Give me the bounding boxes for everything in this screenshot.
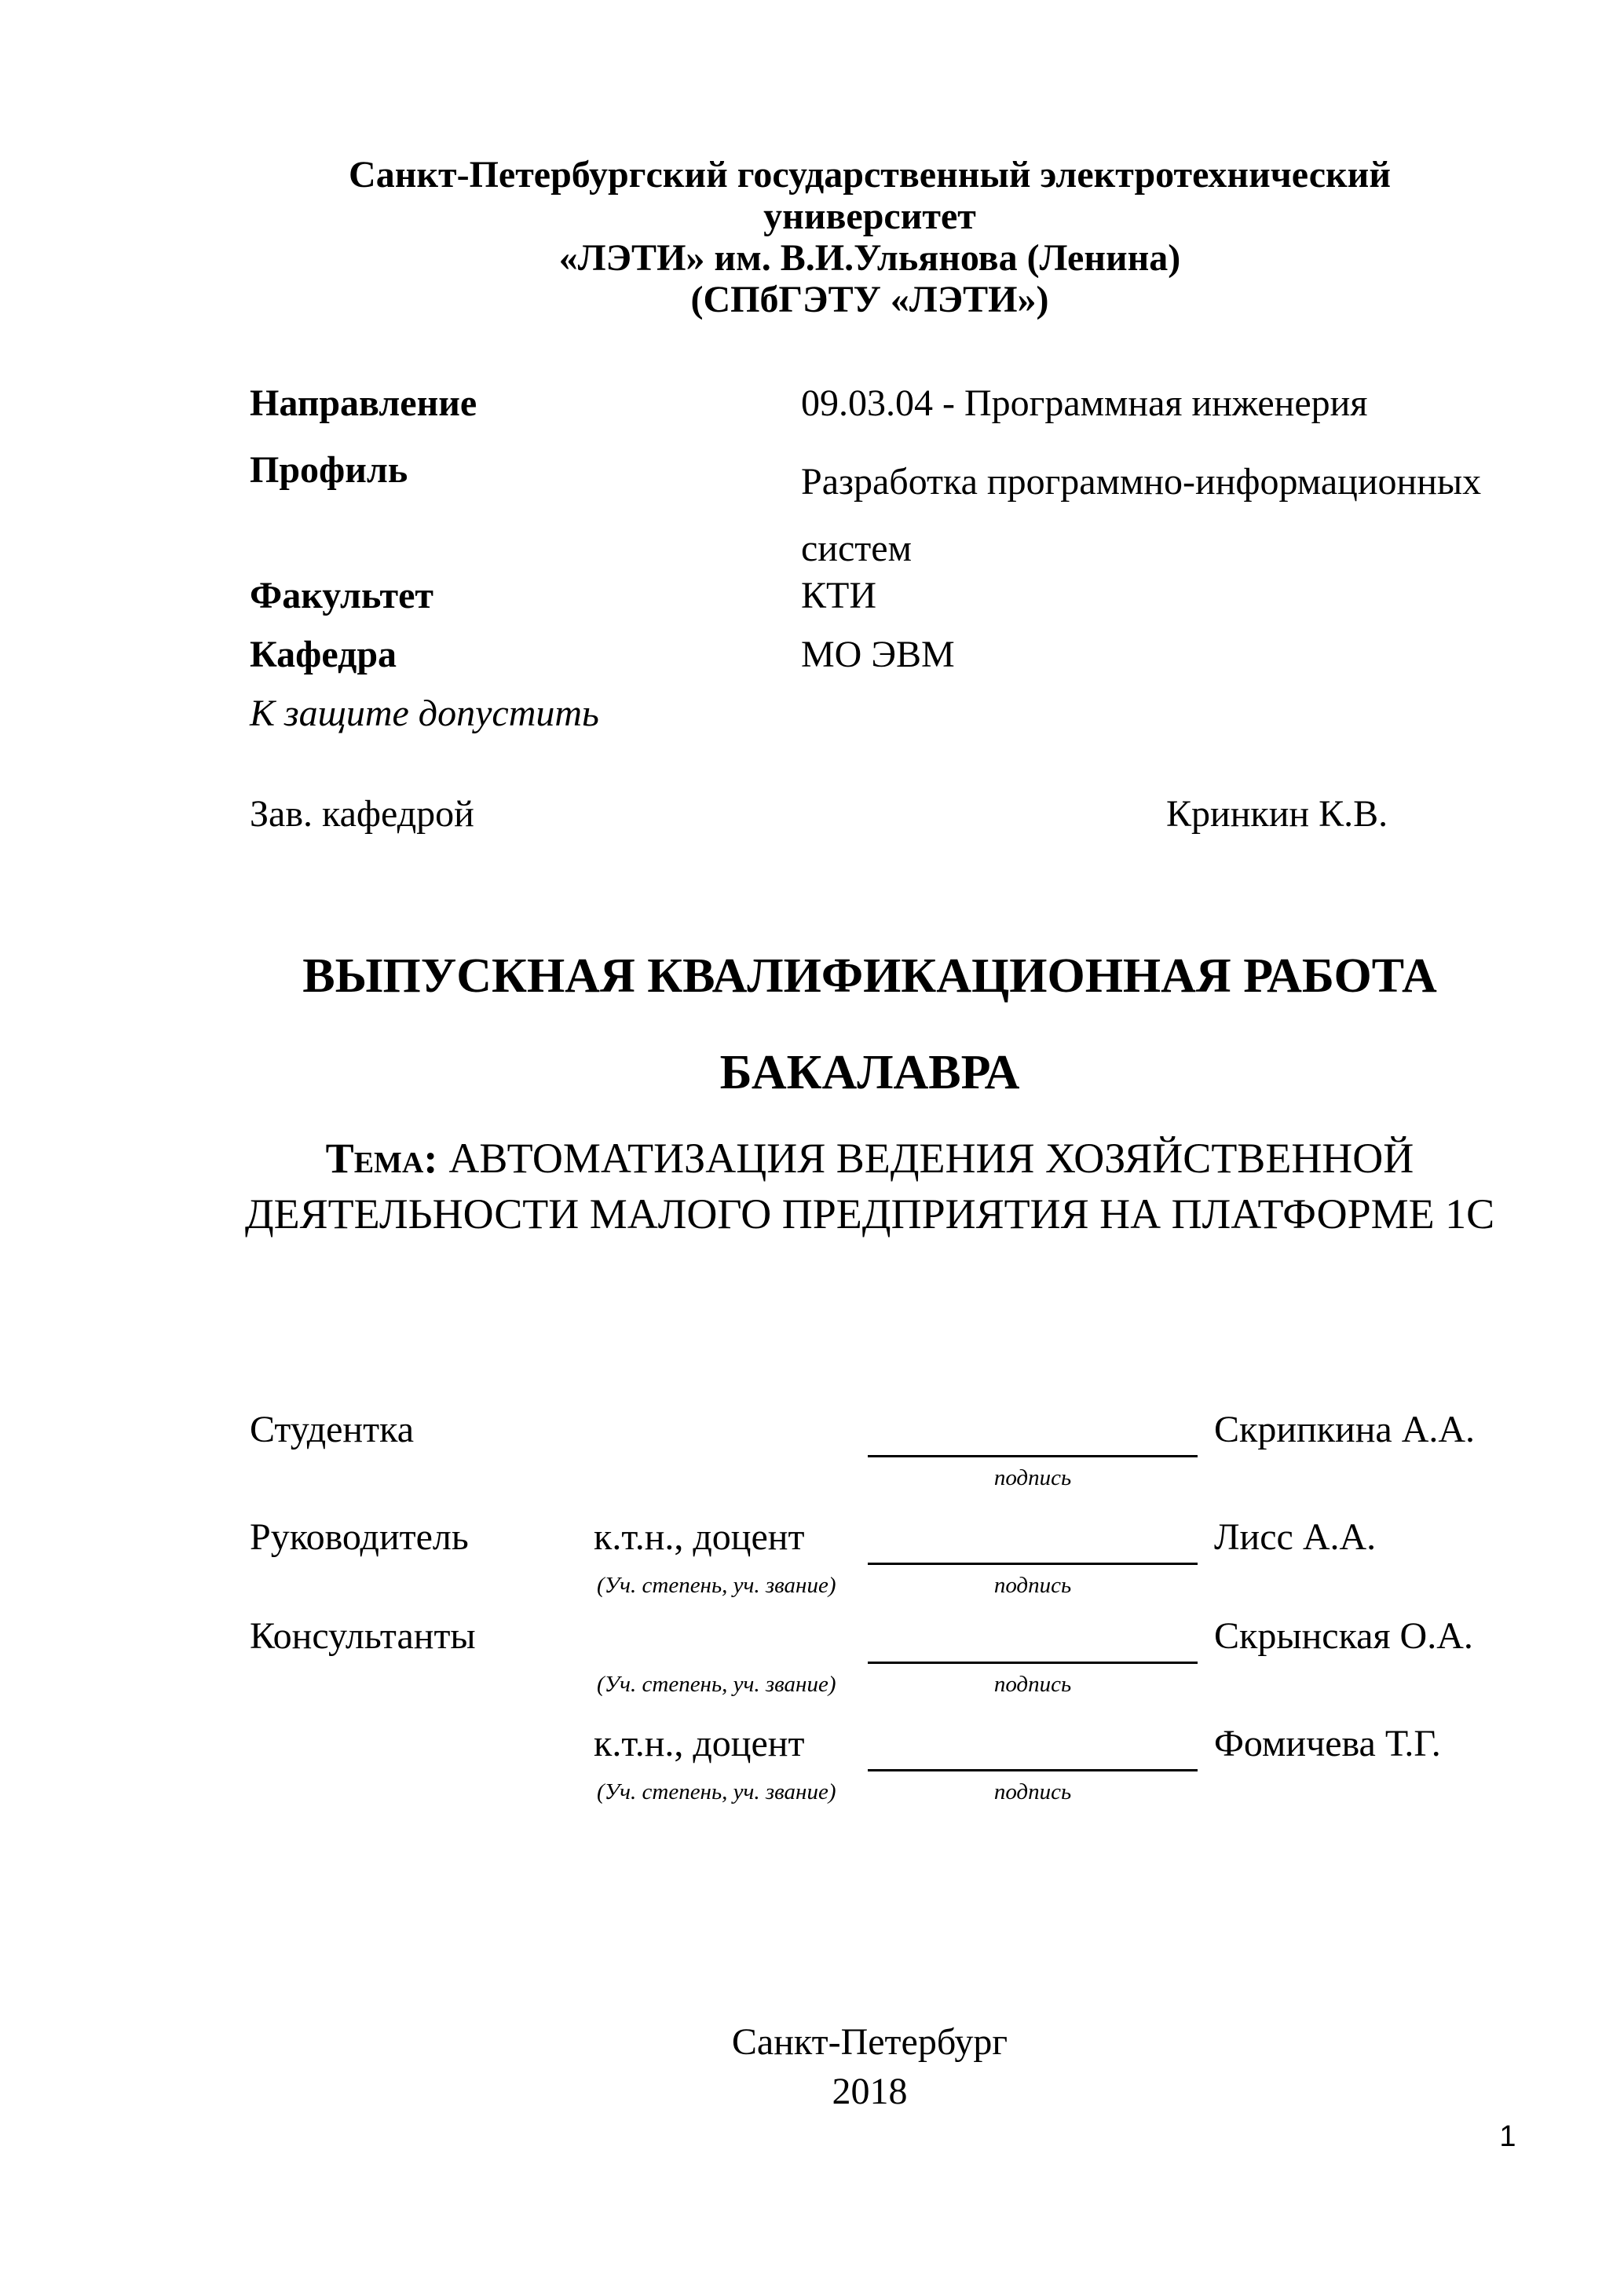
signature-caption: подпись [993,1573,1072,1598]
signature-row-student [0,1408,1624,1515]
university-header [232,154,1508,320]
field-label-faculty: Факультет [250,575,433,616]
university-header-line: Санкт-Петербургский государственный электротехнический [349,154,1391,196]
field-value-direction: 09.03.04 - Программная инженерия [801,382,1368,424]
topic-line1 [232,1135,1508,1182]
footer-city: Санкт-Петербург [731,2021,1008,2063]
university-header-line: «ЛЭТИ» им. В.И.Ульянова (Ленина) [558,237,1181,279]
signature-name: Скрынская О.А. [1214,1615,1473,1657]
degree-caption: (Уч. степень, уч. звание) [597,1779,836,1804]
signature-line [868,1417,1198,1457]
signature-name: Лисс А.А. [1214,1516,1377,1558]
signature-line [868,1525,1198,1565]
field-label-profile: Профиль [250,449,408,491]
signature-caption: подпись [993,1465,1072,1490]
page-number: 1 [1499,2120,1516,2153]
signature-row-consultant-2 [0,1722,1624,1830]
field-label-department: Кафедра [250,634,397,675]
signature-role: Руководитель [250,1516,469,1558]
footer-year: 2018 [832,2071,908,2112]
signature-line [868,1731,1198,1771]
field-value-faculty: КТИ [801,575,876,616]
university-header-line: университет [763,196,976,237]
signature-role: Студентка [250,1409,414,1450]
signature-caption: подпись [993,1672,1072,1697]
department-head-name: Кринкин К.В. [1166,793,1388,835]
topic-label: Тема: [325,1135,438,1182]
field-label-direction: Направление [250,382,477,424]
signature-role: Консультанты [250,1615,476,1657]
admit-note: К защите допустить [250,693,599,734]
field-value-department: МО ЭВМ [801,634,955,675]
signature-row-supervisor [0,1515,1624,1623]
work-title-line2: БАКАЛАВРА [719,1046,1020,1099]
signature-name: Фомичева Т.Г. [1214,1723,1441,1764]
department-head-label: Зав. кафедрой [250,793,474,835]
signature-caption: подпись [993,1779,1072,1804]
signature-name: Скрипкина А.А. [1214,1409,1476,1450]
university-header-line: (СПбГЭТУ «ЛЭТИ») [690,279,1049,320]
signature-degree: к.т.н., доцент [594,1723,805,1764]
signature-row-consultant-1 [0,1614,1624,1722]
work-title-line1: ВЫПУСКНАЯ КВАЛИФИКАЦИОННАЯ РАБОТА [302,949,1437,1003]
field-value-profile: Разработка программно-информационных систем [801,461,1482,569]
topic-line2: ДЕЯТЕЛЬНОСТИ МАЛОГО ПРЕДПРИЯТИЯ НА ПЛАТФОРМЕ 1С [244,1190,1495,1238]
signature-degree: к.т.н., доцент [594,1516,805,1558]
topic-text-line1: АВТОМАТИЗАЦИЯ ВЕДЕНИЯ ХОЗЯЙСТВЕННОЙ [448,1135,1414,1182]
degree-caption: (Уч. степень, уч. звание) [597,1672,836,1697]
degree-caption: (Уч. степень, уч. звание) [597,1573,836,1598]
signature-line [868,1624,1198,1664]
